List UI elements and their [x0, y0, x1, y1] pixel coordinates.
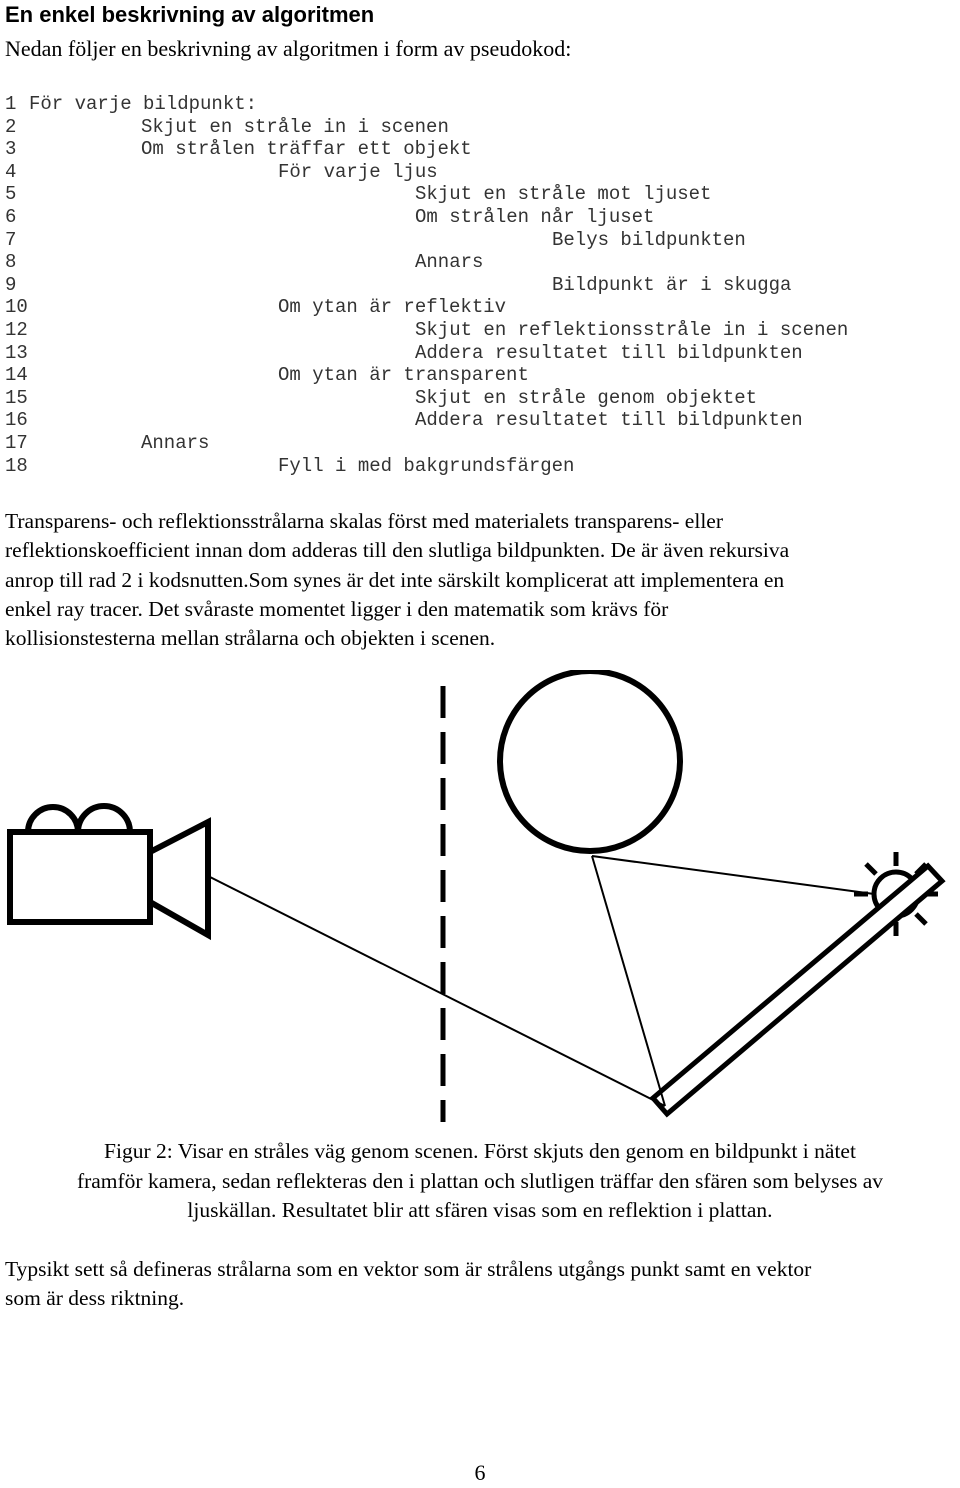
code-text: Annars: [141, 431, 210, 454]
line-number: 9: [5, 273, 17, 296]
paragraph-1: [5, 507, 955, 653]
caption-line: Figur 2: Visar en stråles väg genom scenen. Först skjuts den genom en bildpunkt i nätet: [104, 1139, 856, 1163]
code-line: [5, 296, 955, 319]
code-text: Skjut en stråle genom objektet: [415, 386, 758, 409]
code-text: För varje ljus: [278, 160, 438, 183]
code-line: [5, 432, 955, 455]
line-number: 5: [5, 183, 17, 206]
paragraph-2: [5, 1255, 955, 1314]
caption-line: framför kamera, sedan reflekteras den i plattan och slutligen träffar den sfären som belyses av: [76, 1168, 884, 1193]
line-number: 6: [5, 205, 17, 228]
section-heading: En enkel beskrivning av algoritmen: [5, 2, 375, 27]
code-line: [5, 319, 955, 342]
code-text: Fyll i med bakgrundsfärgen: [278, 454, 575, 477]
code-line: [5, 455, 955, 478]
reflective-plate: [653, 866, 942, 1114]
paragraph-line: som är dess riktning.: [5, 1286, 185, 1311]
code-text: Annars: [415, 251, 484, 274]
figure-caption: [5, 1137, 955, 1226]
line-number: 10: [5, 296, 28, 319]
line-number: 16: [5, 409, 28, 432]
code-text: Skjut en reflektionsstråle in i scenen: [415, 318, 849, 341]
paragraph-line: reflektionskoefficient innan dom adderas till den slutliga bildpunkten. De är även rekursiva: [5, 538, 790, 563]
pseudocode-block: [5, 93, 955, 477]
ray-tracing-figure: [0, 670, 960, 1130]
line-number: 2: [5, 115, 17, 138]
line-number: 14: [5, 364, 28, 387]
line-number: 18: [5, 454, 28, 477]
paragraph-line: enkel ray tracer. Det svåraste momentet ligger i den matematik som krävs för: [5, 596, 669, 621]
code-line: [5, 93, 955, 116]
caption-line: ljuskällan. Resultatet blir att sfären visas som en reflektion i plattan.: [187, 1198, 773, 1222]
camera-icon: [10, 806, 208, 935]
paragraph-line: kollisionstesterna mellan strålarna och objekten i scenen.: [5, 626, 496, 651]
code-text: Skjut en stråle in i scenen: [141, 115, 449, 138]
page-number: 6: [474, 1460, 486, 1485]
line-number: 12: [5, 318, 28, 341]
code-text: Addera resultatet till bildpunkten: [415, 341, 803, 364]
code-text: Bildpunkt är i skugga: [552, 273, 792, 296]
code-line: [5, 116, 955, 139]
sphere: [500, 671, 680, 851]
code-line: [5, 229, 955, 252]
code-text: Om ytan är transparent: [278, 364, 529, 387]
line-number: 4: [5, 160, 17, 183]
code-line: [5, 342, 955, 365]
code-text: Om strålen träffar ett objekt: [141, 138, 472, 161]
code-line: [5, 274, 955, 297]
line-number: 15: [5, 386, 28, 409]
line-number: 7: [5, 228, 17, 251]
code-text: Addera resultatet till bildpunkten: [415, 409, 803, 432]
code-text: Belys bildpunkten: [552, 228, 746, 251]
code-line: [5, 409, 955, 432]
line-number: 8: [5, 251, 17, 274]
line-number: 17: [5, 431, 28, 454]
code-line: [5, 206, 955, 229]
line-number: 13: [5, 341, 28, 364]
code-text: Skjut en stråle mot ljuset: [415, 183, 712, 206]
ray-lines: [208, 856, 874, 1106]
code-line: [5, 364, 955, 387]
line-number: 1: [5, 93, 17, 115]
code-text: Om strålen når ljuset: [415, 205, 655, 228]
code-line: [5, 138, 955, 161]
code-line: [5, 183, 955, 206]
code-text: För varje bildpunkt:: [29, 93, 258, 115]
code-line: [5, 161, 955, 184]
intro-text: Nedan följer en beskrivning av algoritmen i form av pseudokod:: [5, 36, 572, 61]
paragraph-line: anrop till rad 2 i kodsnutten.Som synes är det inte särskilt komplicerat att implementera en: [5, 567, 785, 592]
code-line: [5, 387, 955, 410]
code-text: Om ytan är reflektiv: [278, 296, 507, 319]
paragraph-line: Typsikt sett så defineras strålarna som en vektor som är strålens utgångs punkt samt en vektor: [5, 1257, 812, 1281]
line-number: 3: [5, 138, 17, 161]
paragraph-line: Transparens- och reflektionsstrålarna skalas först med materialets transparens- eller: [5, 509, 724, 533]
code-line: [5, 251, 955, 274]
